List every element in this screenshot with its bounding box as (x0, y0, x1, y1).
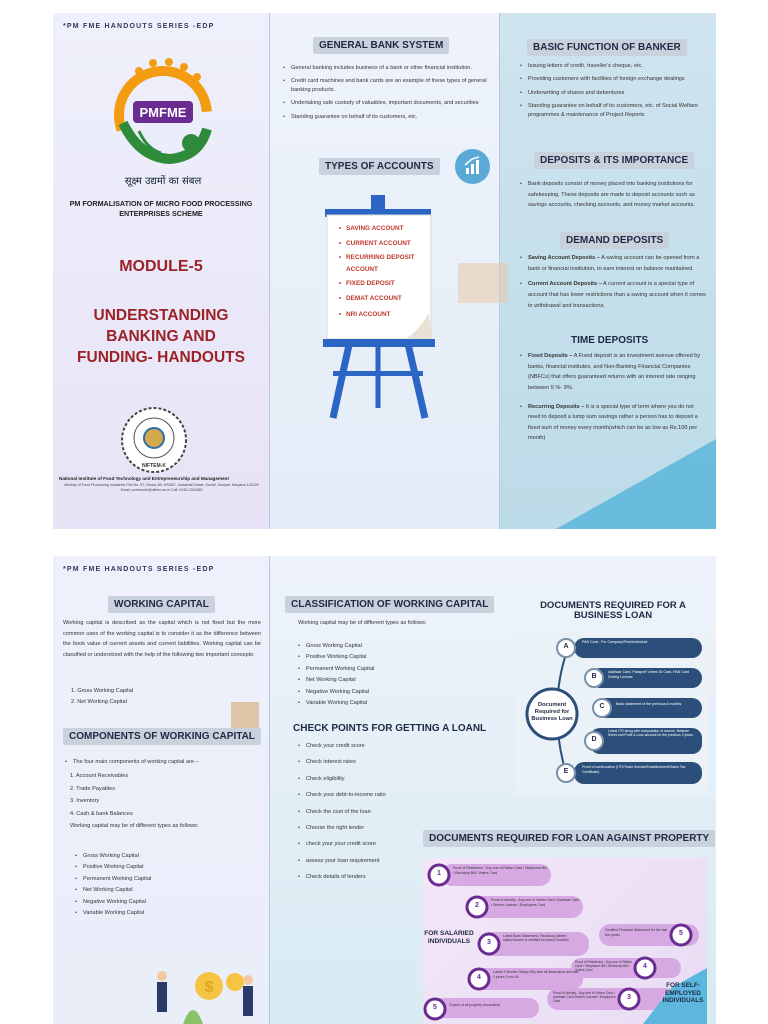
item-letter: A (563, 643, 569, 650)
classification-heading: CLASSIFICATION OF WORKING CAPITAL (285, 596, 494, 613)
concept-item: 2. Net Working Capital (71, 698, 127, 705)
item-number: 4 (477, 974, 481, 981)
list-item: • Positive Working Capital (298, 653, 478, 661)
deposits-heading: DEPOSITS & ITS IMPORTANCE (534, 152, 694, 169)
series-label: *PM FME HANDOUTS SERIES -EDP (63, 566, 215, 573)
item-number: 1 (437, 870, 441, 877)
item-text: Latest ITR along with computation of income, Balance Sheet and Profit & Loss account for the previous 2 years. (608, 729, 694, 738)
list-item: • Variable Working Capital (75, 909, 255, 917)
component-item: 1. Account Receivables (70, 773, 129, 779)
term-text: A Fixed deposit is an investment avenue offered by banks, financial institutes, and Non-Banking Financial Companies (NBFCs) that offers guaranteed returns with an interest rate ranging between 5 %- 9%. (528, 353, 701, 391)
list-item: • Negative Working Capital (298, 688, 478, 696)
list-item: • Providing customers with facilities of foreign exchange dealings (520, 75, 714, 83)
basic-function-heading: BASIC FUNCTION OF BANKER (527, 39, 687, 56)
types-of-accounts-heading: TYPES OF ACCOUNTS (319, 158, 440, 175)
item-letter: B (591, 673, 597, 680)
self-employed-label: FOR SELF-EMPLOYED INDIVIDUALS (662, 982, 704, 1005)
list-item: • Negative Working Capital (75, 898, 255, 906)
item-text: Certified Financial Statement for the last two years (605, 928, 668, 937)
list-item: • General banking includes business of a bank or other financial institution. (283, 64, 495, 72)
list-item: • Standing guarantee on behalf of its customers, etc. of Social Welfare programmes & maintenance of Project Reports (520, 102, 714, 119)
title-line: BANKING AND (106, 327, 216, 345)
list-item: • Variable Working Capital (298, 699, 478, 707)
list-item: • Check details of lenders (298, 873, 488, 881)
general-bank-system-heading: GENERAL BANK SYSTEM (313, 37, 449, 54)
business-loan-diagram (516, 630, 708, 795)
module-title: MODULE-5 (119, 258, 203, 275)
general-bank-system-list (283, 64, 495, 126)
item-number: 3 (487, 939, 491, 946)
list-item (520, 253, 706, 274)
component-item: 3. Inventory (70, 798, 100, 805)
list-item: • SAVING ACCOUNT (339, 221, 423, 236)
handshake-icon (231, 702, 259, 728)
title-line: FUNDING- HANDOUTS (77, 348, 245, 366)
list-item: • Net Working Capital (298, 676, 478, 684)
demand-deposits-list (520, 253, 706, 316)
list-item: • Gross Working Capital (298, 642, 478, 650)
institute-name: National Institute of Food Technology and Entrepreneurship and Management (59, 476, 229, 481)
item-number: 5 (433, 1004, 437, 1011)
list-item: • Standing guarantee on behalf of its customers, etc. (283, 113, 495, 121)
business-loan-heading: DOCUMENTS REQUIRED FOR A BUSINESS LOAN (540, 600, 686, 621)
item-text: Proof of Identity - Any one of Voters Card / Aadhaar Card / Drivers License / Employers Card (491, 898, 580, 907)
seal-text: NIFTEM-K (142, 463, 166, 469)
contact-text: Email: pmfmecell@niftem.ac.in Call: 0130-2281089 (120, 487, 203, 492)
term-label: Saving Account Deposits – (528, 255, 600, 261)
item-text: Proof of Residence - Any one of Ration Card / Telephone Bill / Electricity Bill / Voters Card (575, 960, 632, 973)
list-item: • FIXED DEPOSIT (339, 276, 423, 291)
item-text: Proof of Identity - Any one of Voters Card / Aadhaar Card Drivers License / Employers Card (553, 991, 616, 1004)
term-label: Recurring Deposits – (528, 403, 585, 410)
list-item: • Undertaking safe custody of valuables, important documents, and securities (283, 99, 495, 107)
item-text: Latest Bank Statement / Passbook (where salary/income is credited for past 6 months) (503, 934, 569, 943)
working-capital-text: Working capital is described as the capital which is not fixed but the more common uses of the working capital is to consider it as the difference between the book value of current assets and current liabilities. Working capital can be classified or understood with the help of the following two important concepts: (63, 620, 261, 658)
list-item: • NRI ACCOUNT (339, 307, 423, 322)
logo-tagline: सूक्ष्म उद्यमों का संबल (124, 176, 202, 187)
components-list (70, 770, 260, 833)
classification-intro: Working capital may be of different types as follows: (298, 620, 427, 626)
list-item: • Check your credit score (298, 742, 488, 750)
svg-text:$: $ (204, 979, 214, 996)
property-loan-diagram (423, 858, 707, 1024)
list-item: • The four main components of working capital are – (65, 758, 263, 766)
working-capital-heading: WORKING CAPITAL (108, 596, 215, 613)
list-item: • Underwriting of shares and debentures (520, 89, 714, 97)
components-types-list (75, 852, 255, 920)
classification-types-list (298, 642, 478, 710)
niftem-seal (119, 405, 189, 475)
pmfme-logo (109, 53, 217, 173)
list-item: • assess your loan requirement (298, 857, 488, 865)
basic-function-list (520, 62, 714, 124)
account-types-list (339, 221, 423, 322)
business-people-illustration (143, 956, 263, 1024)
item-text: Proof of Residence - Any one of Ration Card / Telephone Bill / Electricity Bill / Voters Card (453, 866, 547, 875)
list-item: • Check interest rates (298, 758, 488, 766)
term-label: Fixed Deposits – (528, 353, 573, 359)
list-item (520, 402, 706, 445)
scheme-name: PM FORMALISATION OF MICRO FOOD PROCESSING ENTERPRISES SCHEME (69, 199, 253, 218)
item-text: PAN Card - For Company/Firm/Individual (582, 640, 648, 644)
component-item: 4. Cash & bank Balances (70, 810, 133, 817)
property-loan-heading: DOCUMENTS REQUIRED FOR LOAN AGAINST PROPERTY (423, 830, 715, 847)
item-text: Aadhaar Card, Passport Voters ID Card, PAN Card Driving License (608, 670, 690, 679)
term-label: Current Account Deposits – (528, 281, 602, 288)
types-intro: Working capital may be of different types as follows: (70, 823, 199, 830)
list-item: • Gross Working Capital (75, 852, 255, 860)
list-item: • Issuing letters of credit, traveller's cheque, etc. (520, 62, 714, 70)
deposits-text (520, 179, 706, 216)
list-item: • Check your debt-to-income ratio (298, 791, 488, 799)
term-text: A saving account can be opened from a bank or financial institution, to earn interest on balance maintained. (528, 255, 700, 272)
item-text: Latest 3 Months Salary Slip with all deductions and last 2 years Form 16 (493, 970, 579, 979)
component-item: 2. Trade Payables (70, 785, 116, 792)
list-item: • RECURRING DEPOSIT ACCOUNT (339, 252, 423, 276)
list-item: • Permanent Working Capital (298, 665, 478, 673)
list-item: • Choose the right lender (298, 824, 488, 832)
list-item (520, 279, 706, 311)
decorative-triangle (556, 439, 716, 529)
list-item: • Positive Working Capital (75, 863, 255, 871)
time-deposits-list (520, 351, 706, 449)
item-text: Copies of all property documents (449, 1003, 501, 1007)
item-letter: C (599, 703, 605, 710)
list-item: • DEMAT ACCOUNT (339, 291, 423, 306)
list-item: • Permanent Working Capital (75, 875, 255, 883)
list-item: • check your your credit score (298, 840, 488, 848)
decorative-square (458, 263, 508, 303)
series-label: *PM FME HANDOUTS SERIES -EDP (63, 23, 215, 30)
list-item: • Net Working Capital (75, 886, 255, 894)
handout-title (53, 306, 269, 368)
term-text: It is a special type of term where you do not need to deposit a lump sum savings rather a person has to deposit a fixed sum of money every month(which can be as low as Rs.100 per month) (528, 403, 698, 442)
item-number: 2 (475, 902, 479, 909)
item-number: 5 (679, 930, 683, 937)
address-text: Ministry of Food Processing Industries Plot No. 97, Sector-56, HSIIDC, Industrial Estate, Kundli, Sonipat, Haryana-131028 (64, 483, 259, 487)
list-item: • Bank deposits consist of money placed into banking institutions for safekeeping. These deposits are made to deposit accounts such as savings accounts, checking accounts, and money market accounts. (520, 179, 706, 211)
salaried-label: FOR SALARIED INDIVIDUALS (424, 930, 474, 945)
institute-address (59, 483, 264, 493)
components-heading: COMPONENTS OF WORKING CAPITAL (63, 728, 261, 745)
item-text: Proof of continuation (ITR/Trade license/Establishment/Sales Tax Certificate) (582, 765, 686, 774)
title-line: UNDERSTANDING (93, 307, 229, 324)
demand-deposits-heading: DEMAND DEPOSITS (560, 232, 669, 249)
handout-page-1 (53, 13, 716, 529)
item-number: 4 (643, 963, 647, 970)
list-item: • Check eligibility (298, 775, 488, 783)
list-item (520, 351, 706, 394)
item-letter: E (563, 768, 569, 775)
time-deposits-heading: TIME DEPOSITS (571, 335, 649, 346)
chart-growth-icon (455, 149, 490, 184)
concept-item: 1. Gross Working Capital (71, 688, 134, 694)
item-text: Bank statement of the previous 6 months (616, 702, 682, 706)
logo-brand-text: PMFME (139, 105, 187, 120)
list-item: • Check the cost of the loan (298, 808, 488, 816)
term-text: A current account is a special type of account that has lower restrictions than a saving account when it comes to withdrawal and transactions. (528, 281, 706, 309)
list-item: • CURRENT ACCOUNT (339, 236, 423, 251)
list-item: • Credit card machines and bank cards are an example of these types of general banking products. (283, 77, 495, 94)
item-number: 3 (627, 994, 631, 1001)
check-points-heading: CHECK POINTS FOR GETTING A LOANL (293, 723, 487, 734)
item-letter: D (591, 736, 597, 743)
handout-page-2 (53, 556, 716, 1024)
business-loan-center: Document Required for Business Loan (531, 702, 573, 722)
